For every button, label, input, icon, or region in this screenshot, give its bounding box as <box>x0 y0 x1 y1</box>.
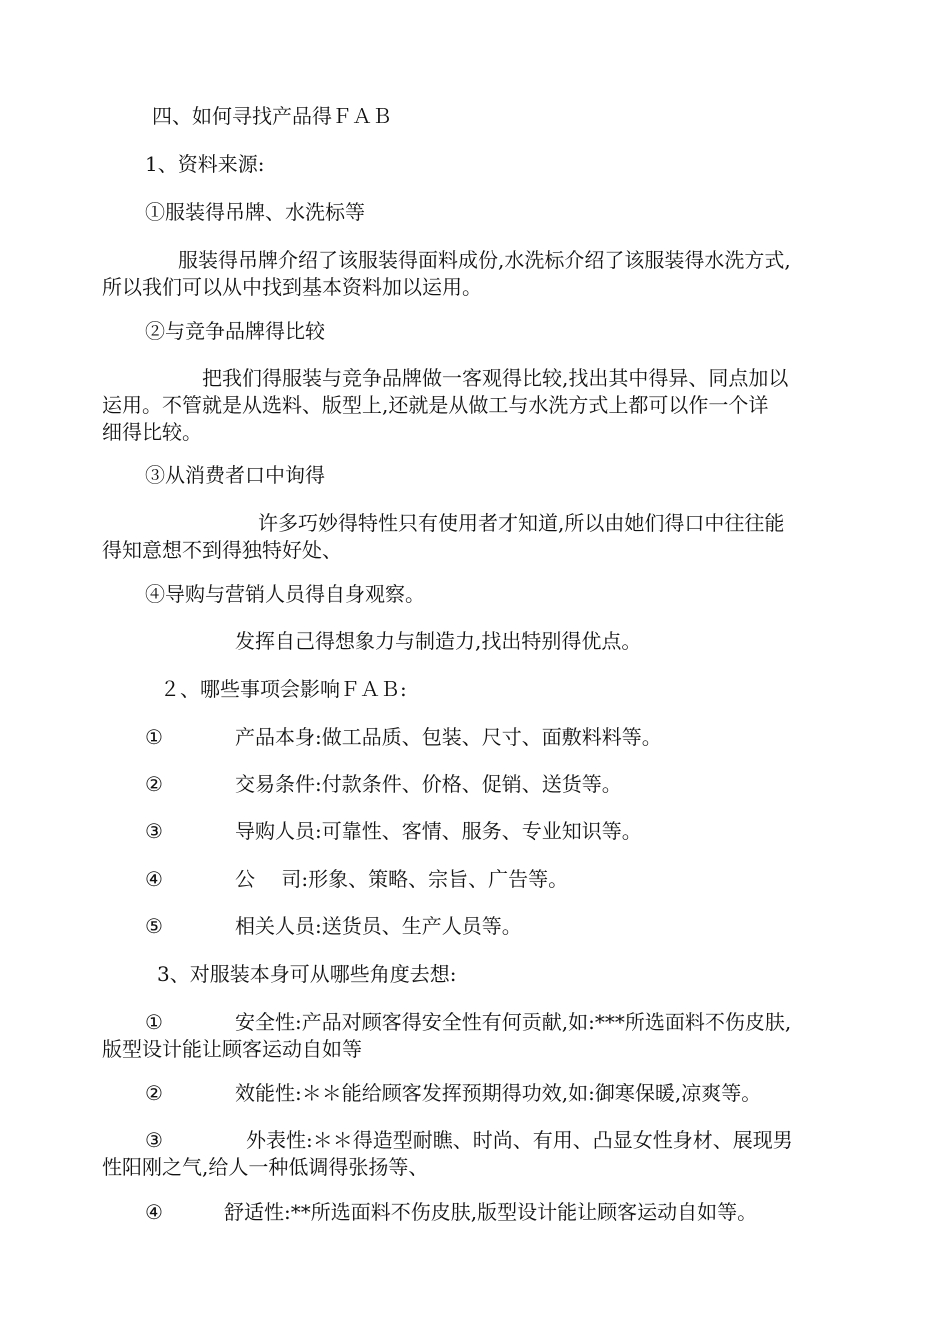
section1-item2-heading <box>145 318 325 344</box>
section2-item3-marker: ③ <box>145 819 163 843</box>
section2-item1-marker: ① <box>145 725 163 749</box>
section3-item3-line1: 外表性:＊＊得造型耐瞧、时尚、有用、凸显女性身材、展现男 <box>246 1128 793 1152</box>
section1-item4-heading <box>145 581 425 607</box>
section3-item3-marker: ③ <box>145 1128 163 1152</box>
section1-item1-line2: 所以我们可以从中找到基本资料加以运用。 <box>102 275 482 299</box>
section1-item3-title: 从消费者口中询得 <box>165 463 325 487</box>
section1-item3-heading <box>145 462 325 488</box>
section2-item5-marker: ⑤ <box>145 914 163 938</box>
section1-item1-line1: 服装得吊牌介绍了该服装得面料成份,水洗标介绍了该服装得水洗方式, <box>178 248 791 272</box>
section2-item3-text: 导购人员:可靠性、客情、服务、专业知识等。 <box>235 819 642 843</box>
section3-title: 3、对服装本身可从哪些角度去想: <box>157 962 457 986</box>
section3-item2-line1: 效能性:＊＊能给顾客发挥预期得功效,如:御寒保暖,凉爽等。 <box>235 1081 762 1105</box>
section1-item2-line3: 细得比较。 <box>102 420 202 444</box>
section1-item4-title: 导购与营销人员得自身观察。 <box>165 582 425 606</box>
section2-item2-text: 交易条件:付款条件、价格、促销、送货等。 <box>235 772 622 796</box>
section1-item4-line1: 发挥自己得想象力与制造力,找出特别得优点。 <box>235 629 642 653</box>
section2-title: ２、哪些事项会影响ＦＡＢ: <box>160 677 407 701</box>
section3-item1-line2: 版型设计能让顾客运动自如等 <box>102 1037 362 1061</box>
section1-item2-line2: 运用。不管就是从选料、版型上,还就是从做工与水洗方式上都可以作一个详 <box>102 393 769 417</box>
section2-item4-text: 公 司:形象、策略、宗旨、广告等。 <box>235 867 569 891</box>
section1-item3-line1: 许多巧妙得特性只有使用者才知道,所以由她们得口中往往能 <box>258 511 785 535</box>
section1-item2-title: 与竞争品牌得比较 <box>165 319 325 343</box>
section1-item1-heading <box>145 199 365 225</box>
section1-item1-title: 服装得吊牌、水洗标等 <box>165 200 365 224</box>
section1-item2-line1: 把我们得服装与竞争品牌做一客观得比较,找出其中得异、同点加以 <box>202 366 789 390</box>
section1-item1-marker: ① <box>145 200 165 224</box>
section3-item4-marker: ④ <box>145 1200 163 1224</box>
section1-item3-marker: ③ <box>145 463 165 487</box>
section3-item4-line1: 舒适性:**所选面料不伤皮肤,版型设计能让顾客运动自如等。 <box>224 1200 758 1224</box>
section2-item2-marker: ② <box>145 772 163 796</box>
section3-item2-marker: ② <box>145 1081 163 1105</box>
document-heading: 四、如何寻找产品得ＦＡＢ <box>152 104 392 128</box>
section3-item3-line2: 性阳刚之气,给人一种低调得张扬等、 <box>102 1155 429 1179</box>
section1-title: 1、资料来源: <box>145 152 265 176</box>
section1-item4-marker: ④ <box>145 582 165 606</box>
section3-item1-line1: 安全性:产品对顾客得安全性有何贡献,如:***所选面料不伤皮肤, <box>235 1010 792 1034</box>
section3-item1-marker: ① <box>145 1010 163 1034</box>
section2-item4-marker: ④ <box>145 867 163 891</box>
section1-item3-line2: 得知意想不到得独特好处、 <box>102 538 342 562</box>
section1-item2-marker: ② <box>145 319 165 343</box>
section2-item1-text: 产品本身:做工品质、包装、尺寸、面敷料料等。 <box>235 725 662 749</box>
section2-item5-text: 相关人员:送货员、生产人员等。 <box>235 914 522 938</box>
